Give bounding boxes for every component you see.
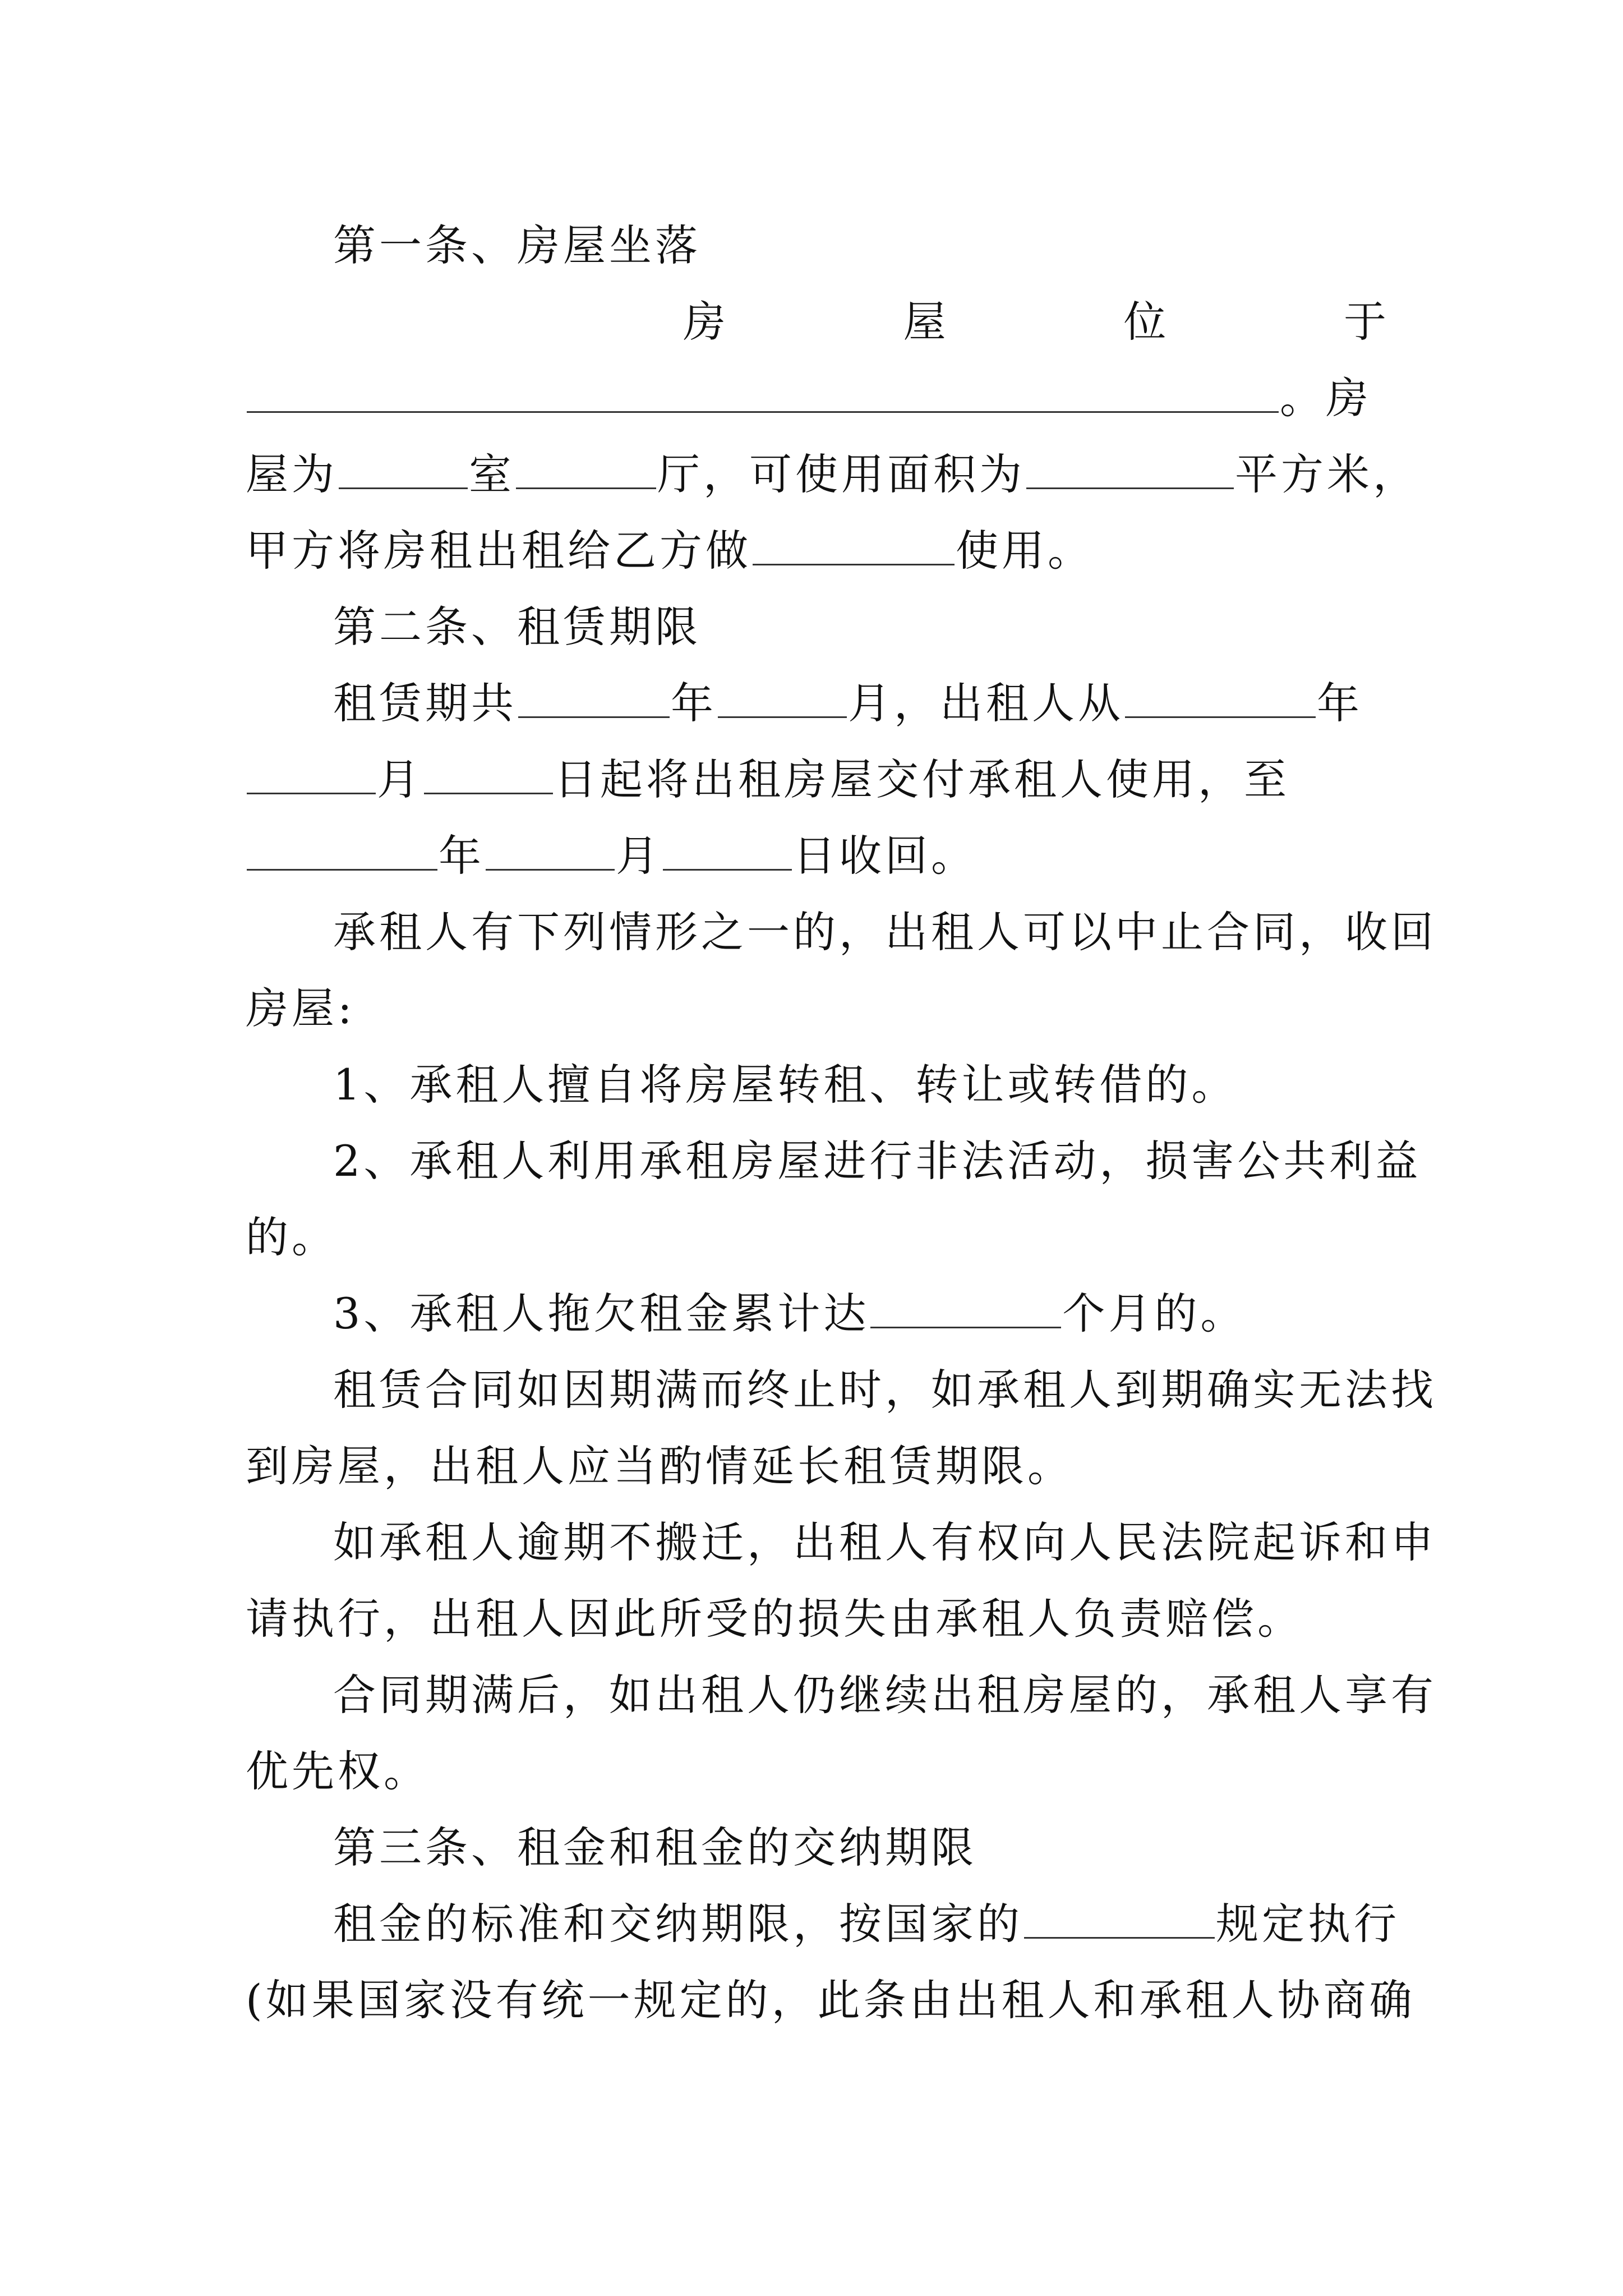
priority-paragraph-line-1: 合同期满后，如出租人仍继续出租房屋的，承租人享有 — [333, 1670, 1437, 1720]
termination-paragraph-line-1: 承租人有下列情形之一的，出租人可以中止合同，收回 — [333, 907, 1437, 957]
handover-text: 日起将出租房屋交付承租人使用，至 — [554, 754, 1290, 804]
termination-item-1: 1、承租人擅自将房屋转租、转让或转借的。 — [333, 1060, 1238, 1110]
overdue-paragraph-line-1: 如承租人逾期不搬迁，出租人有权向人民法院起诉和申 — [333, 1517, 1437, 1567]
article-1-heading: 第一条、房屋坐落 — [333, 220, 701, 270]
start-month-unit: 月 — [377, 754, 423, 804]
termination-item-2-line-1: 2、承租人利用承租房屋进行非法活动，损害公共利益 — [333, 1136, 1422, 1186]
start-year-blank — [1125, 670, 1316, 718]
room-unit: 室 — [469, 449, 515, 499]
location-char: 于 — [1343, 297, 1390, 347]
room-count-blank — [339, 441, 468, 489]
location-blank-line — [246, 360, 1390, 436]
hall-count-blank — [516, 441, 656, 489]
location-blank — [247, 365, 1279, 413]
location-char: 屋 — [903, 297, 949, 347]
term-year-unit: 年 — [671, 678, 717, 728]
expiry-paragraph-line-2: 到房屋，出租人应当酌情延长租赁期限。 — [246, 1441, 1073, 1491]
arrears-tail: 个月的。 — [1062, 1289, 1247, 1338]
end-year-blank — [247, 823, 437, 871]
term-line-3 — [246, 818, 1390, 894]
arrears-months-blank — [870, 1281, 1061, 1328]
location-char: 房 — [683, 297, 729, 347]
location-char: 位 — [1123, 297, 1170, 347]
rent-line-2: (如果国家没有统一规定的，此条由出租人和承租人协商确 — [246, 1975, 1415, 2025]
termination-item-3 — [246, 1276, 1390, 1352]
room-label: 屋为 — [246, 449, 338, 499]
usage-blank — [753, 518, 955, 565]
usage-label: 甲方将房租出租给乙方做 — [246, 526, 751, 576]
end-year-unit: 年 — [439, 831, 485, 881]
expiry-paragraph-line-1: 租赁合同如因期满而终止时，如承租人到期确实无法找 — [333, 1365, 1437, 1415]
end-day-blank — [663, 823, 792, 871]
termination-paragraph-line-2: 房屋: — [246, 983, 356, 1033]
rent-line-1 — [246, 1886, 1400, 1962]
term-line-1 — [246, 665, 1390, 742]
end-month-unit: 月 — [616, 831, 662, 881]
term-line-2 — [246, 742, 1390, 818]
area-unit: 平方米， — [1235, 449, 1419, 499]
term-years-blank — [518, 670, 670, 718]
area-label: 厅，可使用面积为 — [657, 449, 1025, 499]
rent-standard-label: 租金的标准和交纳期限，按国家的 — [333, 1899, 1023, 1949]
rent-standard-tail: 规定执行 — [1216, 1899, 1400, 1949]
area-blank — [1026, 441, 1234, 489]
article-3-heading: 第三条、租金和租金的交纳期限 — [333, 1823, 977, 1872]
rent-regulation-blank — [1024, 1891, 1215, 1939]
location-line — [246, 284, 1390, 360]
location-tail: 。房 — [1280, 373, 1372, 423]
priority-paragraph-line-2: 优先权。 — [246, 1746, 430, 1796]
end-day-text: 日收回。 — [793, 831, 977, 881]
contract-body — [246, 208, 1437, 2039]
start-label: 月，出租人从 — [848, 678, 1124, 728]
start-day-blank — [424, 747, 553, 794]
room-line — [246, 436, 1419, 513]
term-months-blank — [718, 670, 847, 718]
start-month-blank — [247, 747, 376, 794]
end-month-blank — [486, 823, 615, 871]
overdue-paragraph-line-2: 请执行，出租人因此所受的损失由承租人负责赔偿。 — [246, 1594, 1303, 1644]
usage-tail: 使用。 — [956, 526, 1094, 576]
term-label: 租赁期共 — [333, 678, 517, 728]
arrears-label: 3、承租人拖欠租金累计达 — [333, 1289, 870, 1338]
usage-line — [246, 513, 1390, 589]
article-2-heading: 第二条、租赁期限 — [333, 602, 701, 652]
start-year-unit: 年 — [1317, 678, 1363, 728]
termination-item-2-line-2: 的。 — [246, 1212, 338, 1262]
